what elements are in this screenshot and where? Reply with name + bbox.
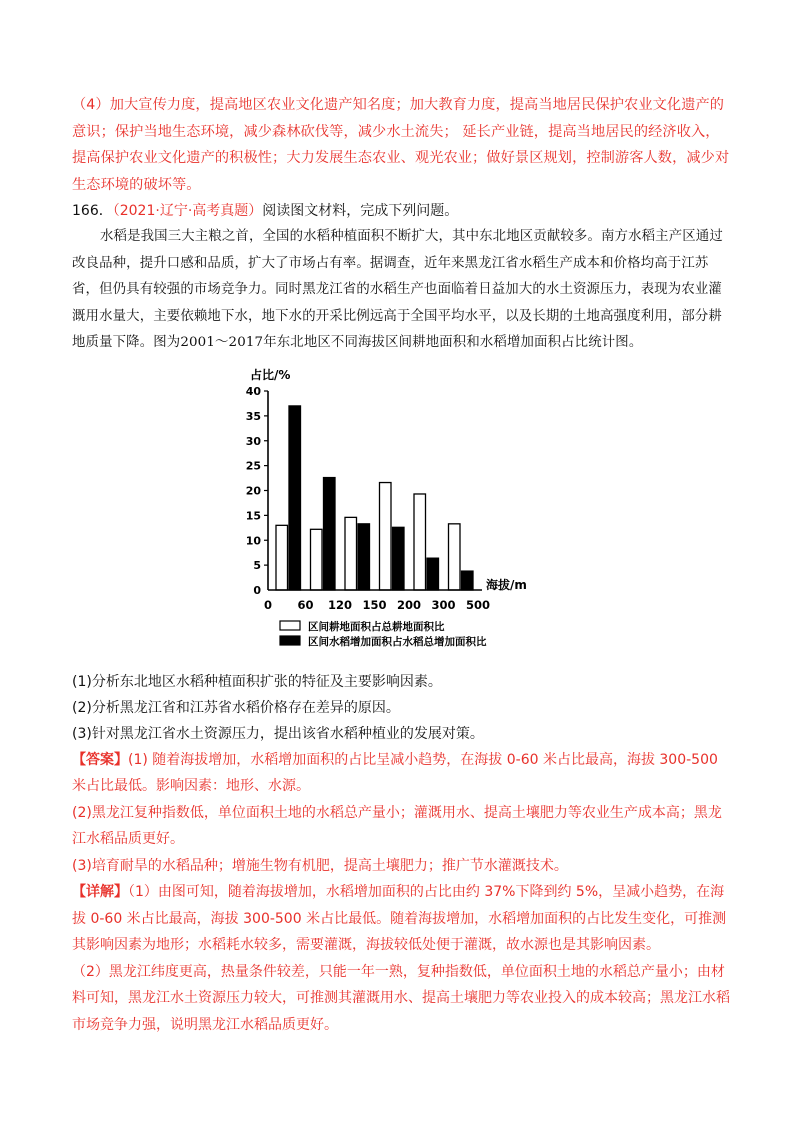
- y-tick-label: 5: [253, 559, 261, 573]
- answer-1-text: (1) 随着海拔增加，水稻增加面积的占比呈减小趋势，在海拔 0-60 米占比最高，海拔 300-500 米占比最低。影响因素：地形、水源。: [72, 751, 718, 795]
- sub-question-3: (3)针对黑龙江省水土资源压力，提出该省水稻种植业的发展对策。: [72, 725, 484, 742]
- bar-rice-increase-share: [289, 406, 301, 590]
- legend-swatch: [280, 636, 300, 645]
- bar-rice-increase-share: [427, 558, 439, 590]
- answer-3: (3)培育耐旱的水稻品种；增施生物有机肥，提高土壤肥力；推广节水灌溉技术。: [72, 857, 568, 874]
- detail-2: （2）黑龙江纬度更高，热量条件较差，只能一年一熟，复种指数低，单位面积土地的水稻总产量小；由材料可知，黑龙江水土资源压力较大，可推测其灌溉用水、提高土壤肥力等农业投入的成本较高；黑龙江水稻市场竞争力强，说明黑龙江水稻品质更好。: [72, 963, 730, 1033]
- legend-label: 区间水稻增加面积占水稻总增加面积比: [308, 635, 487, 648]
- x-axis-label: 海拔/m: [486, 577, 527, 592]
- detail-label: 【详解】: [72, 884, 128, 901]
- bar-farmland-share: [345, 517, 357, 590]
- legend-swatch: [280, 621, 300, 630]
- sub-question-2: (2)分析黑龙江省和江苏省水稻价格存在差异的原因。: [72, 699, 400, 716]
- answer-label: 【答案】: [72, 751, 128, 768]
- y-tick-label: 10: [245, 534, 261, 548]
- bar-rice-increase-share: [358, 524, 370, 590]
- answer-1: [72, 747, 732, 800]
- detail-section: [72, 879, 732, 1038]
- question-header: [72, 198, 732, 224]
- question-passage: 水稻是我国三大主粮之首，全国的水稻种植面积不断扩大，其中东北地区贡献较多。南方水稻主产区通过改良品种，提升口感和品质，扩大了市场占有率。据调查，近年来黑龙江省水稻生产成本和价格均高于江苏省，但仍具有较强的市场竞争力。同时黑龙江省的水稻生产也面临着日益加大的水土资源压力，表现为农业灌溉用水量大，主要依赖地下水，地下水的开采比例远高于全国平均水平，以及长期的土地高强度利用，部分耕地质量下降。图为2001～2017年东北地区不同海拔区间耕地面积和水稻增加面积占比统计图。: [72, 229, 723, 351]
- question-number: 166．: [72, 203, 113, 219]
- y-tick-label: 25: [245, 459, 261, 473]
- document-page: [72, 92, 732, 1038]
- x-tick-label: 60: [297, 597, 314, 612]
- question-instruction: 阅读图文材料，完成下列问题。: [262, 203, 459, 219]
- sub-questions: [72, 669, 732, 747]
- bar-rice-increase-share: [393, 527, 405, 590]
- bar-farmland-share: [414, 494, 426, 590]
- x-tick-label: 150: [362, 597, 387, 612]
- y-tick-label: 0: [253, 583, 261, 597]
- y-tick-label: 30: [245, 434, 261, 448]
- detail-1: [72, 879, 732, 959]
- chart-figure: [236, 363, 536, 663]
- detail-1-text: （1）由图可知，随着海拔增加，水稻增加面积的占比由约 37%下降到约 5%，呈减小趋势，在海拔 0-60 米占比最高，海拔 300-500 米占比最低。随着海拔增加，水稻增加面积的占比发生变化，可推测其影响因素为地形；水稻耗水较多，需要灌溉，海拔较低处便于灌溉，故水源也是其影响因素。: [72, 884, 727, 954]
- y-tick-label: 35: [245, 409, 261, 423]
- y-tick-label: 15: [245, 509, 261, 523]
- y-tick-label: 40: [245, 384, 261, 398]
- y-tick-label: 20: [245, 484, 261, 498]
- bar-chart: [236, 363, 536, 663]
- answer-2: (2)黑龙江复种指数低，单位面积土地的水稻总产量小；灌溉用水、提高土壤肥力等农业生产成本高；黑龙江水稻品质更好。: [72, 804, 722, 848]
- previous-answer-q4: （4）加大宣传力度，提高地区农业文化遗产知名度；加大教育力度，提高当地居民保护农业文化遗产的意识；保护当地生态环境，减少森林砍伐等，减少水土流失； 延长产业链，提高当地居民的经济收入，提高保护农业文化遗产的积极性；大力发展生态农业、观光农业；做好景区规划，控制游客人数，减少对生态环境的破坏等。: [72, 97, 730, 193]
- legend-label: 区间耕地面积占总耕地面积比: [308, 620, 445, 633]
- sub-question-1: (1)分析东北地区水稻种植面积扩张的特征及主要影响因素。: [72, 673, 442, 690]
- bar-rice-increase-share: [462, 571, 474, 590]
- x-tick-label: 120: [327, 597, 353, 612]
- y-axis-label: 占比/%: [250, 367, 291, 382]
- bar-farmland-share: [276, 525, 288, 590]
- x-tick-label: 200: [396, 597, 422, 612]
- bar-farmland-share: [380, 483, 392, 590]
- bar-farmland-share: [311, 529, 323, 590]
- bar-rice-increase-share: [324, 478, 336, 590]
- question-source: （2021·辽宁·高考真题）: [112, 203, 263, 219]
- x-tick-label: 500: [465, 597, 491, 612]
- answer-section: [72, 747, 732, 880]
- bar-farmland-share: [449, 524, 461, 590]
- x-tick-label: 300: [431, 597, 456, 612]
- x-tick-label: 0: [263, 597, 273, 612]
